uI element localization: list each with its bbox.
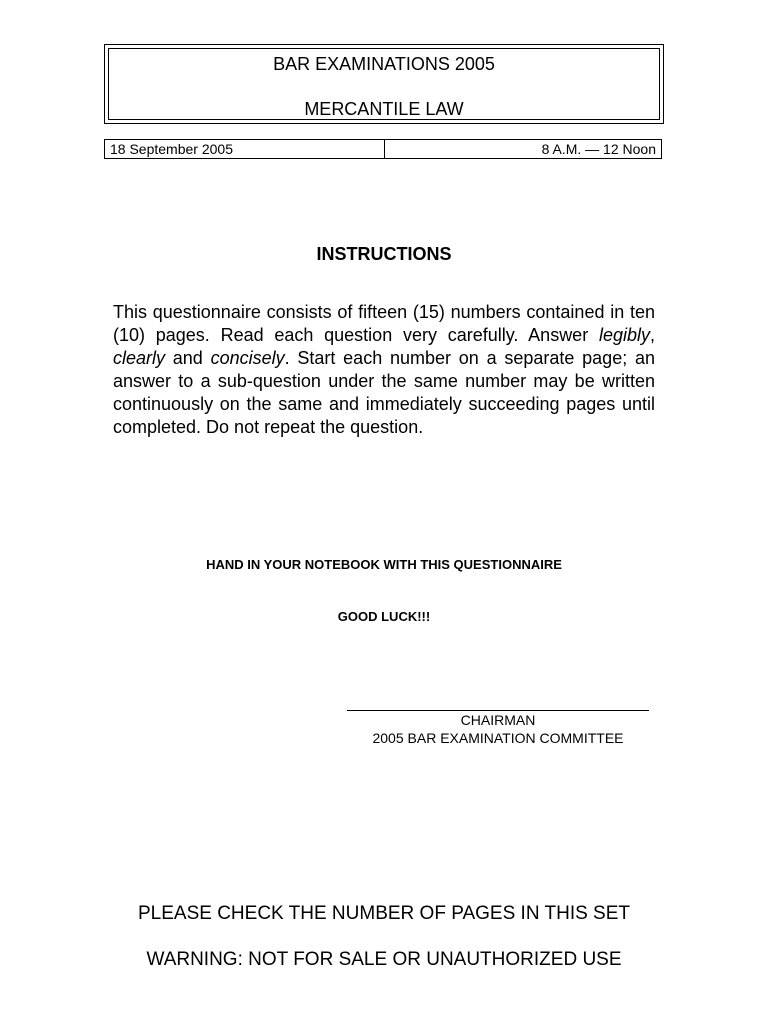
signature-block [338, 694, 658, 747]
hand-in-notice: HAND IN YOUR NOTEBOOK WITH THIS QUESTIONNAIRE [206, 557, 562, 572]
signature-line [347, 694, 649, 711]
emphasis-clearly: clearly [113, 348, 166, 368]
check-pages-notice: PLEASE CHECK THE NUMBER OF PAGES IN THIS SET [138, 903, 630, 924]
exam-date: 18 September 2005 [105, 140, 385, 158]
exam-subject: MERCANTILE LAW [304, 99, 464, 119]
instructions-text-part2: . Start each number on a separate page; an answer to a sub-question under the same number may be written continuously on the same and immediately succeeding pages until completed. Do not repeat the question. [113, 348, 655, 437]
usage-warning: WARNING: NOT FOR SALE OR UNAUTHORIZED USE [146, 949, 622, 970]
signatory-title: CHAIRMAN [460, 712, 536, 728]
schedule-row [104, 139, 662, 159]
instructions-separator-1: , [649, 325, 655, 345]
instructions-heading: INSTRUCTIONS [316, 244, 452, 264]
instructions-separator-2: and [165, 348, 211, 368]
exam-title-box [104, 44, 664, 124]
instructions-text-part1: This questionnaire consists of fifteen (15) numbers contained in ten (10) pages. Read each question very carefully. Answer [113, 302, 655, 345]
good-luck-notice: GOOD LUCK!!! [337, 609, 431, 624]
signatory-committee: 2005 BAR EXAMINATION COMMITTEE [372, 730, 624, 746]
emphasis-concisely: concisely [210, 348, 285, 368]
instructions-body [113, 301, 655, 439]
exam-time: 8 A.M. — 12 Noon [541, 141, 656, 157]
exam-title-inner-border [108, 48, 660, 120]
emphasis-legibly: legibly [598, 325, 650, 345]
exam-title: BAR EXAMINATIONS 2005 [273, 54, 495, 74]
